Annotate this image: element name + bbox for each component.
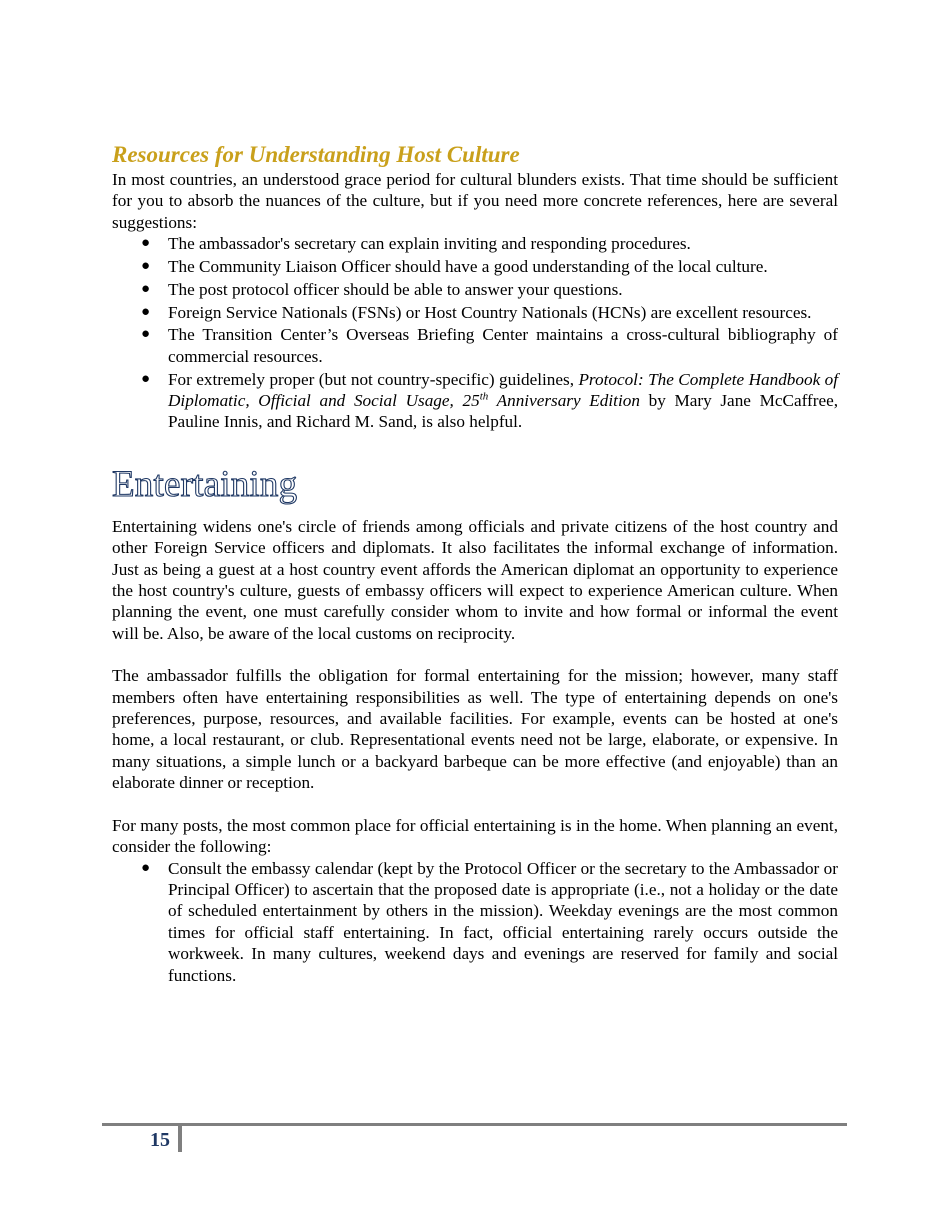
bullet-icon: ● bbox=[141, 370, 151, 387]
list-item: ● For extremely proper (but not country-specific) guidelines, Protocol: The Complete Handbook of Diplomatic, Official and Social Usage, 25th Anniversary Edition by Mary Jane McCaffree, Pauline Innis, and Richard M. Sand, is also helpful. bbox=[141, 369, 839, 432]
list-item: ● Consult the embassy calendar (kept by the Protocol Officer or the secretary to the Ambassador or Principal Officer) to ascertain that the proposed date is appropriate (i.e., not a holiday or the date of scheduled entertainment by others in the mission). Weekday evenings are the most common times for official staff entertaining. In fact, official entertaining rarely occurs outside the workweek. In many cultures, weekend days and evenings are reserved for family and social functions. bbox=[141, 858, 838, 985]
bullet-icon: ● bbox=[141, 326, 151, 343]
bullet-icon: ● bbox=[141, 280, 151, 297]
page-number-divider bbox=[178, 1126, 182, 1152]
resources-intro: In most countries, an understood grace period for cultural blunders exists. That time should be sufficient for you to absorb the nuances of the culture, but if you need more concrete references, here are several suggestions: bbox=[112, 170, 838, 232]
list-item: ● Foreign Service Nationals (FSNs) or Host Country Nationals (HCNs) are excellent resources. bbox=[141, 302, 812, 322]
footer-rule bbox=[102, 1123, 847, 1126]
page-number: 15 bbox=[150, 1129, 170, 1151]
entertaining-paragraph-1: Entertaining widens one's circle of friends among officials and private citizens of the host country and other Foreign Service officers and diplomats. It also facilitates the informal exchange of information. Just as being a guest at a host country event affords the American diplomat an opportunity to experience the host country's culture, guests of embassy officers will expect to experience American culture. When planning the event, one must carefully consider whom to invite and how formal or informal the event will be. Also, be aware of the local customs on reciprocity. bbox=[112, 516, 838, 643]
entertaining-paragraph-3: For many posts, the most common place for official entertaining is in the home. When planning an event, consider the following: bbox=[112, 815, 838, 857]
bullet-icon: ● bbox=[141, 235, 151, 252]
bullet-icon: ● bbox=[141, 303, 151, 320]
list-item: ● The ambassador's secretary can explain inviting and responding procedures. bbox=[141, 234, 691, 254]
list-item: ● The post protocol officer should be able to answer your questions. bbox=[141, 279, 623, 299]
list-item: ● The Transition Center’s Overseas Briefing Center maintains a cross-cultural bibliography of commercial resources. bbox=[141, 325, 838, 366]
entertaining-heading-wrap bbox=[112, 463, 838, 507]
list-item: ● The Community Liaison Officer should have a good understanding of the local culture. bbox=[141, 257, 768, 277]
resources-list bbox=[112, 233, 838, 433]
entertaining-paragraph-2: The ambassador fulfills the obligation for formal entertaining for the mission; however, many staff members often have entertaining responsibilities as well. The type of entertaining depends on one's preferences, purpose, resources, and available facilities. For example, events can be hosted at one's home, a local restaurant, or club. Representational events need not be large, elaborate, or expensive. In many situations, a simple lunch or a backyard barbeque can be more effective (and enjoyable) than an elaborate dinner or reception. bbox=[112, 666, 838, 793]
bullet-icon: ● bbox=[141, 859, 151, 876]
entertaining-heading: Entertaining bbox=[112, 463, 298, 505]
planning-list bbox=[112, 858, 838, 986]
book-title: Protocol: The Complete Handbook of Diplomatic, Official and Social Usage, 25th Anniversary Edition bbox=[168, 369, 839, 411]
resources-heading: Resources for Understanding Host Culture bbox=[112, 142, 520, 167]
page-content bbox=[112, 141, 838, 987]
bullet-icon: ● bbox=[141, 258, 151, 275]
